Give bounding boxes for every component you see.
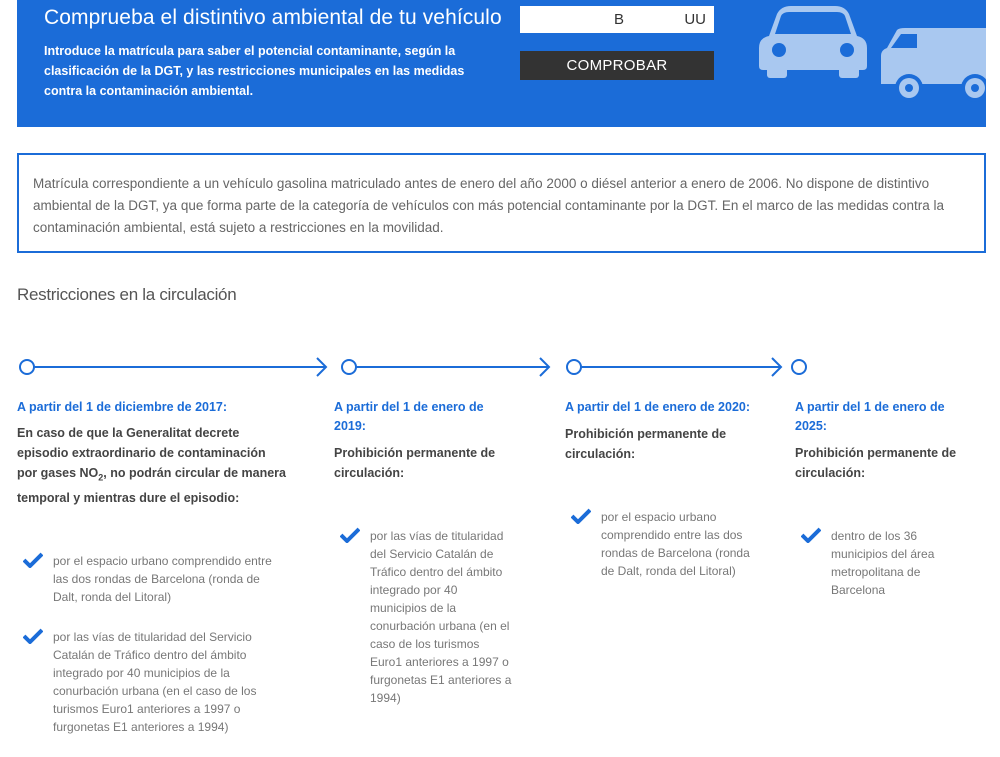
restriction-heading: Prohibición permanente de circulación: bbox=[795, 446, 957, 480]
restriction-column bbox=[565, 398, 755, 580]
check-icon bbox=[340, 527, 360, 543]
restriction-date: A partir del 1 de enero de 2020: bbox=[565, 400, 751, 414]
timeline bbox=[0, 350, 1000, 386]
check-button[interactable]: COMPROBAR bbox=[520, 51, 714, 80]
restriction-item: por las vías de titularidad del Servicio Catalán de Tráfico dentro del ámbito integrado por 40 municipios de la conurbación urbana (en el caso de los turismos Euro1 anteriores a 1997 o furgonetas E1 anteriores a 1994) bbox=[17, 628, 287, 736]
banner-description: Introduce la matrícula para saber el potencial contaminante, según la clasificación de la DGT, y las restricciones municipales en las medidas contra la contaminación ambiental. bbox=[44, 44, 465, 98]
restriction-item: dentro de los 36 municipios del área metropolitana de Barcelona bbox=[795, 527, 975, 599]
restriction-heading: Prohibición permanente de circulación: bbox=[565, 427, 727, 461]
result-text: Matrícula correspondiente a un vehículo gasolina matriculado antes de enero del año 2000 o diésel anterior a enero de 2006. No dispone de distintivo ambiental de la DGT, ya que forma parte de la categoría de vehículos con más potencial contaminante por la DGT. En el marco de las medidas contra la contaminación ambiental, está sujeto a restricciones en la movilidad. bbox=[33, 176, 944, 235]
result-box bbox=[17, 153, 986, 253]
van-icon bbox=[879, 22, 986, 104]
check-icon bbox=[571, 508, 591, 524]
restriction-date: A partir del 1 de enero de 2019: bbox=[334, 400, 484, 433]
car-icon bbox=[757, 2, 869, 82]
section-title: Restricciones en la circulación bbox=[17, 285, 237, 304]
restriction-column bbox=[334, 398, 514, 707]
restriction-column bbox=[17, 398, 287, 736]
plate-input[interactable] bbox=[520, 6, 714, 33]
check-icon bbox=[801, 527, 821, 543]
timeline-node-icon bbox=[567, 360, 581, 374]
restriction-item: por el espacio urbano comprendido entre las dos rondas de Barcelona (ronda de Dalt, ronda del Litoral) bbox=[17, 552, 287, 606]
restriction-heading: En caso de que la Generalitat decrete episodio extraordinario de contaminación por gases $NO_2$, no podrán circular de manera temporal y mientras dure el episodio: bbox=[17, 426, 286, 505]
restriction-column bbox=[795, 398, 975, 599]
restriction-heading: Prohibición permanente de circulación: bbox=[334, 446, 496, 480]
restriction-item: por las vías de titularidad del Servicio Catalán de Tráfico dentro del ámbito integrado por 40 municipios de la conurbación urbana (en el caso de los turismos Euro1 anteriores a 1997 o furgonetas E1 anteriores a 1994) bbox=[334, 527, 514, 707]
restriction-item: por el espacio urbano comprendido entre las dos rondas de Barcelona (ronda de Dalt, ronda del Litoral) bbox=[565, 508, 755, 580]
check-icon bbox=[23, 552, 43, 568]
timeline-node-icon bbox=[20, 360, 34, 374]
restriction-date: A partir del 1 de diciembre de 2017: bbox=[17, 400, 228, 414]
restriction-date: A partir del 1 de enero de 2025: bbox=[795, 400, 945, 433]
timeline-node-icon bbox=[342, 360, 356, 374]
timeline-node-icon bbox=[792, 360, 806, 374]
banner-title: Comprueba el distintivo ambiental de tu vehículo bbox=[44, 6, 502, 29]
vehicle-check-banner bbox=[17, 0, 986, 127]
check-icon bbox=[23, 628, 43, 644]
